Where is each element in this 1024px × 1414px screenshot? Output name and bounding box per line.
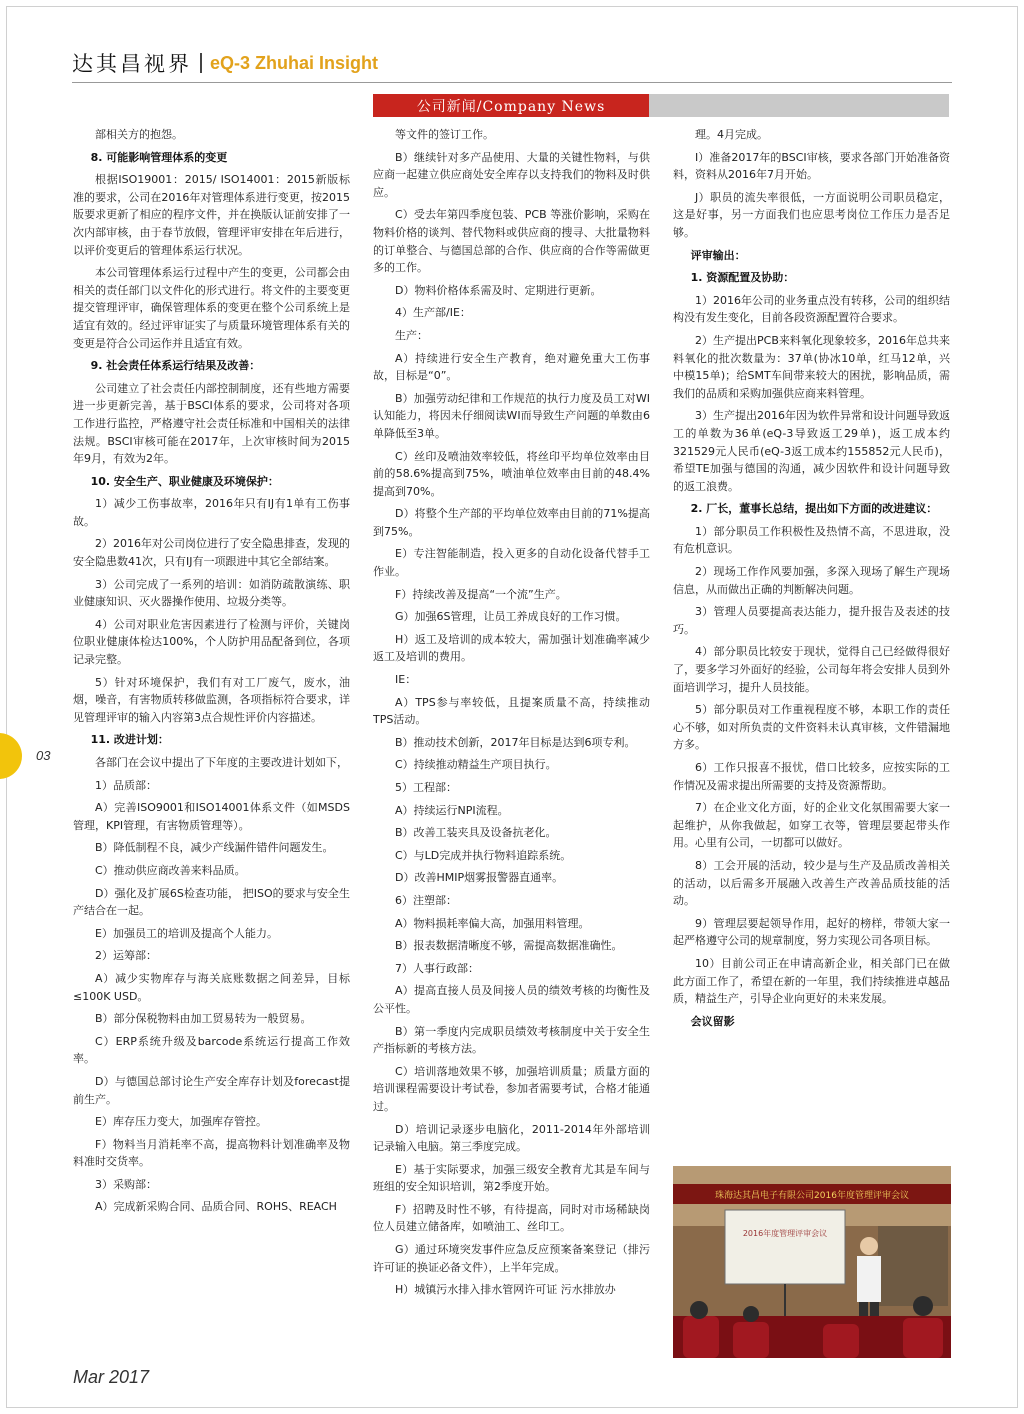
paragraph: B）降低制程不良，减少产线漏件错件问题发生。 xyxy=(95,841,334,855)
section-heading: 2. 厂长，董事长总结，提出如下方面的改进建议： xyxy=(690,502,938,516)
paragraph: B）继续针对多产品使用、大量的关键性物料，与供应商一起建立供应商处安全库存以支持我们的物料及时供应。 xyxy=(373,150,650,199)
section-heading: 会议留影 xyxy=(690,1014,735,1028)
section-heading: 9. 社会责任体系运行结果及改善： xyxy=(90,359,261,373)
paragraph: 6）工作只报喜不报忧，借口比较多，应按实际的工作情况及需求提出所需要的支持及资源帮助。 xyxy=(673,761,950,792)
section-heading: 11. 改进计划： xyxy=(90,733,169,747)
paragraph: A）完成新采购合同、品质合同、ROHS、REACH xyxy=(95,1200,337,1214)
paragraph: 3）管理人员要提高表达能力，提升报告及表述的技巧。 xyxy=(673,605,950,636)
article-column-1 xyxy=(73,126,350,1388)
paragraph: D）物料价格体系需及时、定期进行更新。 xyxy=(395,283,602,297)
paragraph: 2）生产提出PCB来料氧化现象较多，2016年总共来料氧化的批次数量为：37单(协冰10单，红马12单，兴中模15单)；给SMT车间带来较大的困扰，影响品质，需我们的品质和采购加强供应商来料管理。 xyxy=(673,333,950,400)
paragraph: F）招聘及时性不够，有待提高，同时对市场稀缺岗位人员建立储备库，如喷油工、丝印工。 xyxy=(373,1202,650,1234)
masthead-title-cn: 达其昌视界 xyxy=(72,52,192,76)
section-banner xyxy=(373,94,649,117)
meeting-photo xyxy=(673,1166,951,1358)
section-heading: 1. 资源配置及协助： xyxy=(690,271,795,285)
paragraph: C）与LD完成并执行物料追踪系统。 xyxy=(395,848,572,862)
photo-screen-text: 2016年度管理评审会议 xyxy=(742,1229,828,1238)
paragraph: C）受去年第四季度包装、PCB 等涨价影响，采购在物料价格的谈判、替代物料或供应商的搜寻、大批量物料的订单整合、与德国总部的合作、供应商的合作等需做更多的工作。 xyxy=(373,208,650,275)
masthead-title-en: eQ-3 Zhuhai Insight xyxy=(210,52,379,73)
paragraph: I）准备2017年的BSCI审核，要求各部门开始准备资料，资料从2016年7月开始。 xyxy=(673,150,950,182)
paragraph: A）持续进行安全生产教育，绝对避免重大工伤事故，目标是“0”。 xyxy=(373,351,650,383)
paragraph: 1）减少工伤事故率，2016年只有IJ有1单有工伤事故。 xyxy=(73,497,350,528)
paragraph: B）部分保税物料由加工贸易转为一般贸易。 xyxy=(95,1012,312,1026)
paragraph: A）完善ISO9001和ISO14001体系文件（如MSDS管理，KPI管理，有害物质管理等）。 xyxy=(73,801,350,832)
paragraph: 10）目前公司正在申请高新企业，相关部门已在做此方面工作了，希望在新的一年里，我们持续推进卓越品质，精益生产，引导企业向更好的未来发展。 xyxy=(673,956,950,1006)
paragraph: H）返工及培训的成本较大，需加强计划准确率减少返工及培训的费用。 xyxy=(373,632,650,664)
section-title: 公司新闻/Company News xyxy=(416,98,606,115)
paragraph: B）推动技术创新，2017年目标是达到6项专利。 xyxy=(395,735,636,749)
paragraph: D）改善HMIP烟雾报警器直通率。 xyxy=(395,871,564,885)
paragraph: E）基于实际要求，加强三级安全教育尤其是车间与班组的安全知识培训，第2季度开始。 xyxy=(373,1162,650,1194)
paragraph: A）持续运行NPI流程。 xyxy=(395,803,509,817)
paragraph: 根据ISO19001：2015/ ISO14001：2015新版标准的要求，公司在2016年对管理体系进行变更，按2015版要求更新了相应的程序文件，并在换版认证前安排了一次内部审核，由于春节放假，管理评审安排在年后进行，以评价变更后的管理体系运行状况。 xyxy=(73,173,350,257)
paragraph: 3）采购部： xyxy=(95,1177,157,1191)
paragraph: C）ERP系统升级及barcode系统运行提高工作效率。 xyxy=(73,1034,350,1066)
section-heading: 10. 安全生产、职业健康及环境保护： xyxy=(90,474,279,488)
paragraph: 6）注塑部： xyxy=(395,893,457,907)
header-rule xyxy=(72,82,952,83)
paragraph: 9）管理层要起领导作用，起好的榜样，带领大家一起严格遵守公司的规章制度，努力实现公司各项目标。 xyxy=(673,916,950,948)
paragraph: 3）公司完成了一系列的培训：如消防疏散演练、职业健康知识、灭火器操作使用、垃圾分类等。 xyxy=(73,577,350,609)
paragraph: E）专注智能制造，投入更多的自动化设备代替手工作业。 xyxy=(373,547,650,579)
paragraph: F）物料当月消耗率不高，提高物料计划准确率及物料准时交货率。 xyxy=(73,1137,350,1169)
paragraph: G）通过环境突发事件应急反应预案备案登记（排污许可证的换证必备文件），上半年完成。 xyxy=(373,1243,650,1274)
paragraph: 各部门在会议中提出了下年度的主要改进计划如下， xyxy=(95,756,348,769)
paragraph: A）TPS参与率较低，且提案质量不高，持续推动TPS活动。 xyxy=(373,695,650,727)
paragraph: G）加强6S管理，让员工养成良好的工作习惯。 xyxy=(395,610,627,624)
article-column-2 xyxy=(373,126,650,1388)
paragraph: F）持续改善及提高“一个流”生产。 xyxy=(395,587,567,601)
paragraph: B）报表数据清晰度不够，需提高数据准确性。 xyxy=(395,939,623,953)
paragraph: 1）品质部： xyxy=(95,778,157,792)
paragraph: 5）部分职员对工作重视程度不够，本职工作的责任心不够，如对所负责的文件资料未认真审核，文件错漏地方多。 xyxy=(673,703,950,752)
paragraph: 5）针对环境保护，我们有对工厂废气，废水，油烟，噪音，有害物质转移做监测，各项指标符合要求，详见管理评审的输入内容第3点合规性评价内容描述。 xyxy=(73,675,350,724)
photo-banner-text: 珠海达其昌电子有限公司2016年度管理评审会议 xyxy=(715,1191,909,1201)
paragraph: IE： xyxy=(395,673,417,687)
paragraph: 4）公司对职业危害因素进行了检测与评价，关键岗位职业健康体检达100%，个人防护用品配备到位，各项记录完整。 xyxy=(73,617,350,667)
paragraph: 2）2016年对公司岗位进行了安全隐患排查，发现的安全隐患数41次，只有IJ有一项跟进中其它全部结案。 xyxy=(73,537,350,569)
paragraph: D）培训记录逐步电脑化，2011-2014年外部培训记录输入电脑。第三季度完成。 xyxy=(373,1122,650,1154)
paragraph: C）推动供应商改善来料品质。 xyxy=(95,863,246,877)
paragraph: 2）运筹部： xyxy=(95,949,157,963)
paragraph: A）减少实物库存与海关底账数据之间差异，目标≤100K USD。 xyxy=(73,971,350,1003)
paragraph: 7）人事行政部： xyxy=(395,961,479,975)
paragraph: D）与德国总部讨论生产安全库存计划及forecast提前生产。 xyxy=(73,1074,350,1106)
paragraph: 4）部分职员比较安于现状，觉得自己已经做得很好了，要多学习外面好的经验，公司每年将会安排人员到外面培训学习，提升人员技能。 xyxy=(673,645,950,694)
paragraph: A）提高直接人员及间接人员的绩效考核的均衡性及公平性。 xyxy=(373,984,650,1015)
paragraph: 8）工会开展的活动，较少是与生产及品质改善相关的活动，以后需多开展融入改善生产改善品质技能的活动。 xyxy=(673,858,950,908)
page-number: 03 xyxy=(36,748,51,763)
paragraph: B）加强劳动纪律和工作规范的执行力度及员工对WI认知能力，将因未仔细阅读WI而导致生产问题的单数由6单降低至3单。 xyxy=(373,391,650,440)
paragraph: 4）生产部/IE： xyxy=(395,306,471,320)
paragraph: 2）现场工作作风要加强，多深入现场了解生产现场信息，从而做出正确的判断解决问题。 xyxy=(673,565,950,596)
masthead-divider xyxy=(200,53,202,73)
paragraph: 部相关方的抱怨。 xyxy=(95,128,183,141)
paragraph: 生产： xyxy=(395,328,428,342)
section-banner-extension xyxy=(649,94,949,117)
paragraph: J）职员的流失率很低，一方面说明公司职员稳定，这是好事，另一方面我们也应思考岗位工作压力是否足够。 xyxy=(673,190,950,239)
paragraph: D）将整个生产部的平均单位效率由目前的71%提高到75%。 xyxy=(373,507,650,538)
paragraph: 理。4月完成。 xyxy=(695,128,768,141)
section-heading: 8. 可能影响管理体系的变更 xyxy=(90,150,228,164)
paragraph: 3）生产提出2016年因为软件异常和设计问题导致返工的单数为36单(eQ-3导致返工29单)，返工成本约321529元人民币(eQ-3返工成本约155852元人民币)，希望TE加强与德国的沟通，减少因软件和设计问题导致的返工浪费。 xyxy=(673,409,950,493)
paragraph: 1）部分职员工作积极性及热情不高，不思进取，没有危机意识。 xyxy=(673,524,950,556)
paragraph: D）强化及扩展6S检查功能， 把ISO的要求与安全生产结合在一起。 xyxy=(73,886,350,918)
paragraph: 1）2016年公司的业务重点没有转移，公司的组织结构没有发生变化，目前各段资源配置符合要求。 xyxy=(673,293,950,325)
paragraph: H）城镇污水排入排水管网许可证 污水排放办 xyxy=(395,1283,616,1297)
paragraph: 本公司管理体系运行过程中产生的变更，公司都会由相关的责任部门以文件化的形式进行。将文件的主要变更提交管理评审，确保管理体系的变更在整个公司系统上是适宜有效的。经过评审证实了与质量环境管理体系有关的变更是符合公司运作并且适宜有效。 xyxy=(73,266,350,350)
paragraph: C）持续推动精益生产项目执行。 xyxy=(395,758,557,772)
paragraph: C）丝印及喷油效率较低，将丝印平均单位效率由目前的58.6%提高到75%，喷油单位效率由目前的48.4%提高到70%。 xyxy=(373,449,650,498)
paragraph: C）培训落地效果不够，加强培训质量；质量方面的培训课程需要设计考试卷，参加者需要考试，合格才能通过。 xyxy=(373,1064,650,1113)
masthead xyxy=(72,46,952,80)
paragraph: 7）在企业文化方面，好的企业文化氛围需要大家一起维护，从你我做起，如穿工衣等，管理层要起带头作用。心里有公司，一切都可以做好。 xyxy=(673,801,950,850)
paragraph: B）改善工装夹具及设备抗老化。 xyxy=(395,826,557,840)
paragraph: 等文件的签订工作。 xyxy=(395,128,494,141)
section-heading: 评审输出： xyxy=(690,248,746,262)
paragraph: B）第一季度内完成职员绩效考核制度中关于安全生产指标新的考核方法。 xyxy=(373,1024,650,1056)
paragraph: E）库存压力变大，加强库存管控。 xyxy=(95,1115,267,1129)
issue-date: Mar 2017 xyxy=(73,1367,150,1387)
paragraph: E）加强员工的培训及提高个人能力。 xyxy=(95,926,278,940)
paragraph: A）物料损耗率偏大高，加强用料管理。 xyxy=(395,916,590,930)
paragraph: 公司建立了社会责任内部控制制度，还有些地方需要进一步更新完善，基于BSCI体系的要求，公司将对各项工作进行监控，严格遵守社会责任标准和中国相关的法律法规。BSCI审核可能在2017年，上次审核时间为2015年9月，有效为2年。 xyxy=(73,381,350,466)
paragraph: 5）工程部： xyxy=(395,781,457,794)
meeting-photo-image xyxy=(673,1166,951,1358)
